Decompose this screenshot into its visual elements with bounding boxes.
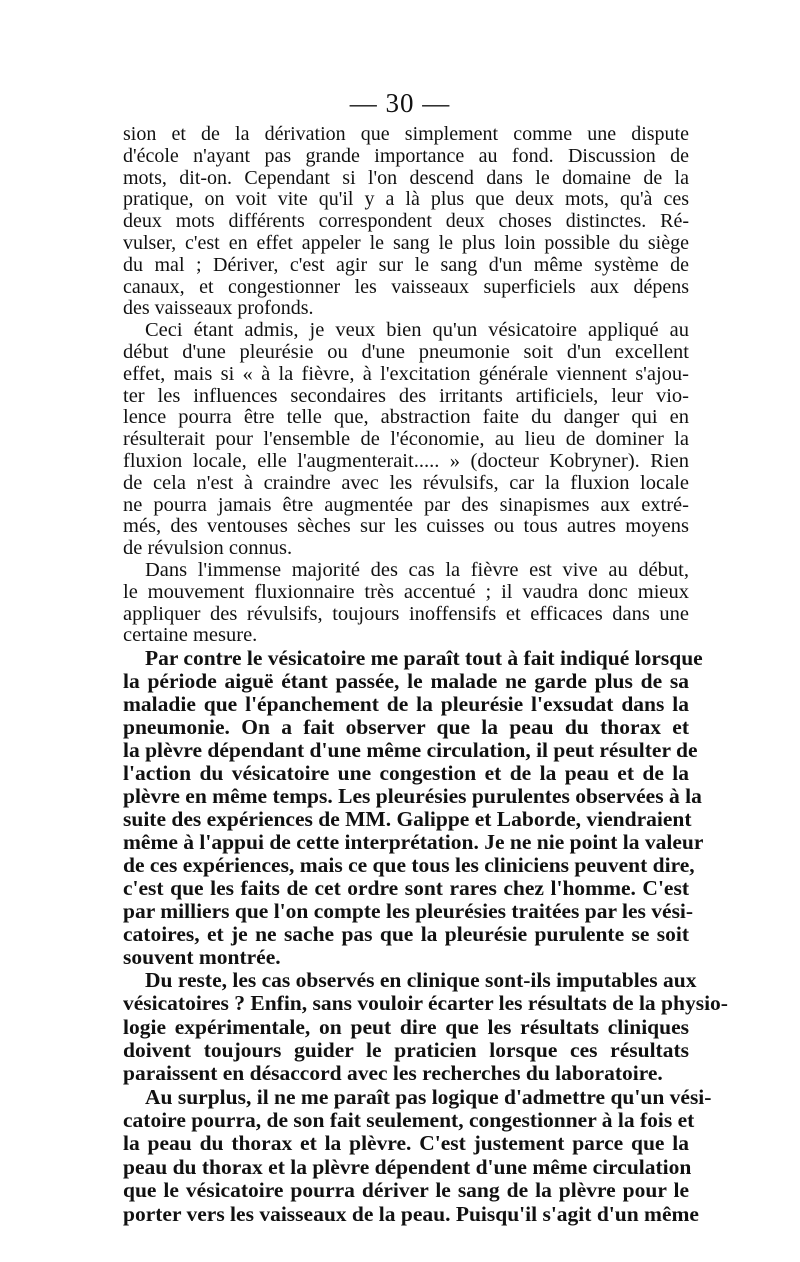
text-line: le mouvement fluxionnaire très accentué ; il vaudra donc mieux <box>123 580 689 603</box>
text-line: doivent toujours guider le praticien lorsque ces résultats <box>123 1038 689 1063</box>
paragraph-4 <box>123 646 704 970</box>
text-line: de ces expériences, mais ce que tous les cliniciens peuvent dire, <box>123 853 695 878</box>
text-line: effet, mais si « à la fièvre, à l'excitation générale viennent s'ajou- <box>123 362 689 385</box>
text-line: Ceci étant admis, je veux bien qu'un vésicatoire appliqué au <box>145 319 689 342</box>
paragraph-1 <box>123 124 689 320</box>
text-line: maladie que l'épanchement de la pleurésie l'exsudat dans la <box>123 692 689 717</box>
text-line: catoires, et je ne sache pas que la pleurésie purulente se soit <box>123 922 689 947</box>
text-line: c'est que les faits de cet ordre sont rares chez l'homme. C'est <box>123 876 689 901</box>
paragraph-2 <box>123 320 689 560</box>
body-text <box>123 123 728 1226</box>
text-line: l'action du vésicatoire une congestion et de la peau et de la <box>123 761 689 786</box>
text-line: appliquer des révulsifs, toujours inoffensifs et efficaces dans une <box>123 602 689 625</box>
text-line: vulser, c'est en effet appeler le sang le plus loin possible du siège <box>123 231 689 254</box>
text-line: porter vers les vaisseaux de la peau. Puisqu'il s'agit d'un même <box>123 1201 699 1226</box>
text-line: que le vésicatoire pourra dériver le sang de la plèvre pour le <box>123 1178 689 1203</box>
text-line: de cela n'est à craindre avec les révulsifs, car la fluxion locale <box>123 471 689 494</box>
text-line: Dans l'immense majorité des cas la fièvre est vive au début, <box>145 558 689 581</box>
text-line: Du reste, les cas observés en clinique sont-ils imputables aux <box>145 968 697 993</box>
text-line: Par contre le vésicatoire me paraît tout à fait indiqué lorsque <box>145 646 703 671</box>
text-line: la plèvre dépendant d'une même circulation, il peut résulter de <box>123 738 698 763</box>
text-line: début d'une pleurésie ou d'une pneumonie soit d'un excellent <box>123 340 689 363</box>
text-line: résulterait pour l'ensemble de l'économie, au lieu de dominer la <box>123 428 689 451</box>
text-line: certaine mesure. <box>123 624 258 647</box>
text-line: suite des expériences de MM. Galippe et Laborde, viendraient <box>123 807 692 832</box>
text-line: plèvre en même temps. Les pleurésies purulentes observées à la <box>123 784 702 809</box>
text-line: mots, dit-on. Cependant si l'on descend dans le domaine de la <box>123 166 689 189</box>
text-line: logie expérimentale, on peut dire que les résultats cliniques <box>123 1014 689 1039</box>
text-line: peau du thorax et la plèvre dépendent d'une même circulation <box>123 1154 692 1179</box>
paragraph-6 <box>123 1084 712 1226</box>
paragraph-5 <box>123 968 728 1086</box>
text-line: souvent montrée. <box>123 945 281 970</box>
text-line: catoire pourra, de son fait seulement, congestionner à la fois et <box>123 1108 695 1132</box>
text-line: sion et de la dérivation que simplement comme une dispute <box>123 123 689 145</box>
text-line: même à l'appui de cette interprétation. Je ne nie point la valeur <box>123 830 704 855</box>
text-line: de révulsion connus. <box>123 537 293 560</box>
text-line: canaux, et congestionner les vaisseaux superficiels aux dépens <box>123 275 689 298</box>
text-line: des vaisseaux profonds. <box>123 297 314 320</box>
text-line: Au surplus, il ne me paraît pas logique d'admettre qu'un vési- <box>145 1084 712 1109</box>
text-line: ter les influences secondaires des irritants artificiels, leur vio- <box>123 384 689 407</box>
text-line: vésicatoires ? Enfin, sans vouloir écarter les résultats de la physio- <box>123 991 728 1016</box>
text-line: la peau du thorax et la plèvre. C'est justement parce que la <box>123 1131 689 1156</box>
text-line: d'école n'ayant pas grande importance au fond. Discussion de <box>123 144 689 167</box>
paragraph-3 <box>123 560 689 647</box>
text-line: par milliers que l'on compte les pleurésies traitées par les vési- <box>123 899 694 924</box>
text-line: pratique, on voit vite qu'il y a là plus que deux mots, qu'à ces <box>123 188 689 211</box>
text-line: pneumonie. On a fait observer que la peau du thorax et <box>123 715 689 740</box>
text-line: lence pourra être telle que, abstraction faite du danger qui en <box>123 406 689 429</box>
text-line: du mal ; Dériver, c'est agir sur le sang d'un même système de <box>123 253 689 276</box>
text-line: la période aiguë étant passée, le malade ne garde plus de sa <box>123 669 689 694</box>
text-line: més, des ventouses sèches sur les cuisses ou tous autres moyens <box>123 515 689 538</box>
text-line: deux mots différents correspondent deux choses distinctes. Ré- <box>123 210 689 233</box>
text-line: fluxion locale, elle l'augmenterait..... » (docteur Kobryner). Rien <box>123 449 689 472</box>
text-line: paraissent en désaccord avec les recherches du laboratoire. <box>123 1061 663 1086</box>
text-line: ne pourra jamais être augmentée par des sinapismes aux extré- <box>123 493 689 516</box>
page-number: — 30 — <box>349 88 451 118</box>
